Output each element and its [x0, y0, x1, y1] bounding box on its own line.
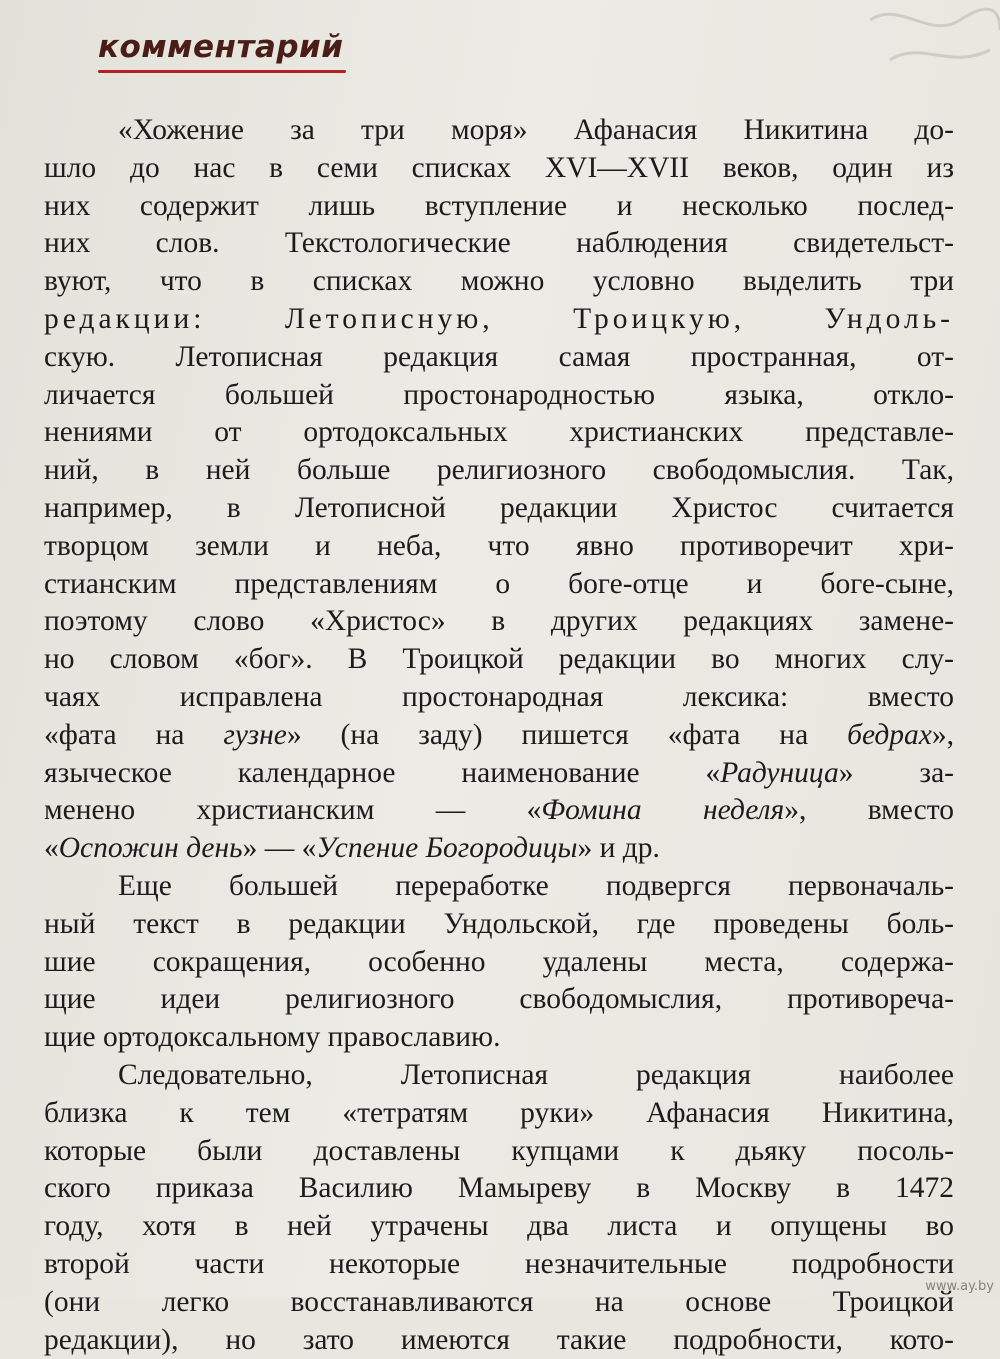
heading-underline	[98, 70, 346, 73]
text-line: ный текст в редакции Ундольской, где проведены боль-	[44, 906, 954, 944]
text-line: близка к тем «тетратям руки» Афанасия Никитина,	[44, 1095, 954, 1133]
text-line: Следовательно, Летописная редакция наиболее	[44, 1057, 954, 1095]
text-line: «Хожение за три моря» Афанасия Никитина до-	[44, 112, 954, 150]
text-line: скую. Летописная редакция самая пространная, от-	[44, 339, 954, 377]
text-line: шие сокращения, особенно удалены места, содержа-	[44, 944, 954, 982]
text-line: редакции), но зато имеются такие подробности, кото-	[44, 1322, 954, 1359]
text-line: щие ортодоксальному православию.	[44, 1019, 954, 1057]
site-watermark: www.ay.by	[925, 1279, 994, 1294]
text-line: ний, в ней больше религиозного свободомыслия. Так,	[44, 452, 954, 490]
section-heading	[98, 26, 378, 76]
text-line: но словом «бог». В Троицкой редакции во многих слу-	[44, 641, 954, 679]
text-line: которые были доставлены купцами к дьяку посоль-	[44, 1133, 954, 1171]
text-line: творцом земли и неба, что явно противоречит хри-	[44, 528, 954, 566]
text-line: «Оспожин день» — «Успение Богородицы» и др.	[44, 830, 954, 868]
text-line: ского приказа Василию Мамыреву в Москву в 1472	[44, 1170, 954, 1208]
text-line: чаях исправлена простонародная лексика: вместо	[44, 679, 954, 717]
text-line: нениями от ортодоксальных христианских представле-	[44, 414, 954, 452]
commentary-text	[44, 112, 954, 1359]
text-line: поэтому слово «Христос» в других редакциях замене-	[44, 603, 954, 641]
text-line: стианским представлениям о боге-отце и боге-сыне,	[44, 566, 954, 604]
text-line: вуют, что в списках можно условно выделить три	[44, 263, 954, 301]
text-line: личается большей простонародностью языка, откло-	[44, 377, 954, 415]
text-line: менено христианским — «Фомина неделя», вместо	[44, 792, 954, 830]
heading-text: комментарий	[98, 26, 343, 68]
text-line: щие идеи религиозного свободомыслия, противореча-	[44, 981, 954, 1019]
text-line: например, в Летописной редакции Христос считается	[44, 490, 954, 528]
text-line: редакции: Летописную, Троицкую, Ундоль-	[44, 301, 954, 339]
text-line: второй части некоторые незначительные подробности	[44, 1246, 954, 1284]
text-line: году, хотя в ней утрачены два листа и опущены во	[44, 1208, 954, 1246]
text-line: «фата на гузне» (на заду) пишется «фата на бедрах»,	[44, 717, 954, 755]
text-line: них слов. Текстологические наблюдения свидетельст-	[44, 225, 954, 263]
text-line: языческое календарное наименование «Радуница» за-	[44, 755, 954, 793]
text-line: них содержит лишь вступление и несколько послед-	[44, 188, 954, 226]
text-line: (они легко восстанавливаются на основе Троицкой	[44, 1284, 954, 1322]
text-line: Еще большей переработке подвергся первоначаль-	[44, 868, 954, 906]
faded-ornament	[670, 0, 1000, 80]
text-line: шло до нас в семи списках XVI—XVII веков, один из	[44, 150, 954, 188]
